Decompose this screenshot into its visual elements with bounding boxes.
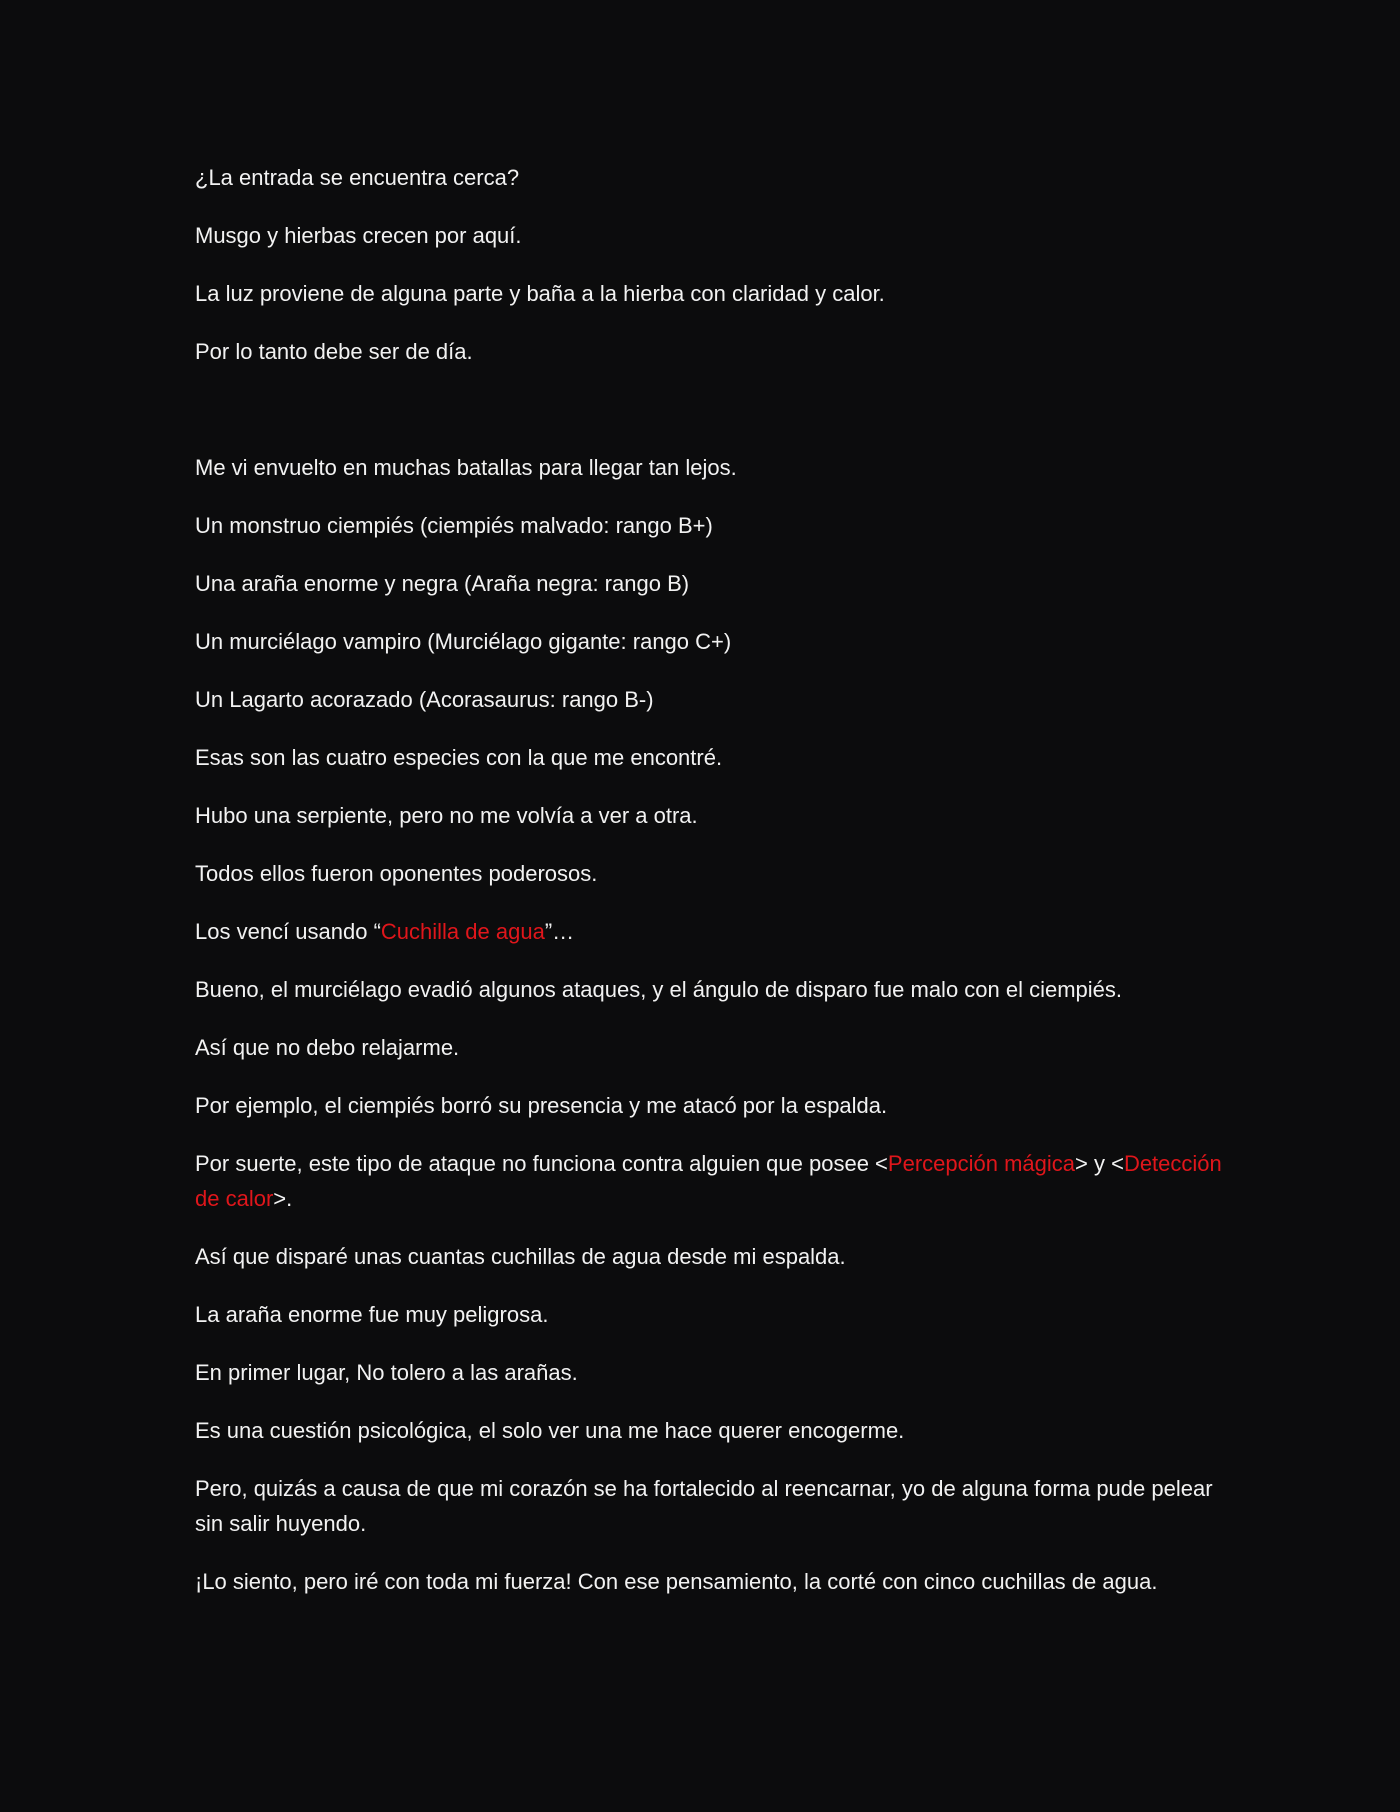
- paragraph: Musgo y hierbas crecen por aquí.: [195, 223, 522, 248]
- paragraph: La luz proviene de alguna parte y baña a la hierba con claridad y calor.: [195, 281, 885, 306]
- paragraph: En primer lugar, No tolero a las arañas.: [195, 1360, 578, 1385]
- paragraph-text: > y <: [1075, 1151, 1124, 1176]
- skill-name-highlight: Cuchilla de agua: [380, 919, 545, 944]
- paragraph: Me vi envuelto en muchas batallas para llegar tan lejos.: [195, 455, 737, 480]
- paragraph-text: >.: [273, 1186, 293, 1211]
- monster-list-item: Un Lagarto acorazado (Acorasaurus: rango B-): [195, 687, 654, 712]
- paragraph: Pero, quizás a causa de que mi corazón se ha fortalecido al reencarnar, yo de alguna forma pude pelear sin salir huyendo.: [195, 1476, 1213, 1536]
- paragraph: La araña enorme fue muy peligrosa.: [195, 1302, 549, 1327]
- paragraph: Es una cuestión psicológica, el solo ver una me hace querer encogerme.: [195, 1418, 905, 1443]
- paragraph-with-skill: [195, 914, 1225, 949]
- skill-name-highlight: Percepción mágica: [887, 1151, 1076, 1176]
- paragraph: Por ejemplo, el ciempiés borró su presencia y me atacó por la espalda.: [195, 1093, 888, 1118]
- paragraph: Hubo una serpiente, pero no me volvía a ver a otra.: [195, 803, 698, 828]
- paragraph: Así que disparé unas cuantas cuchillas de agua desde mi espalda.: [195, 1244, 846, 1269]
- paragraph-text: ”…: [544, 919, 575, 944]
- paragraph-text: Por suerte, este tipo de ataque no funciona contra alguien que posee <: [195, 1151, 888, 1176]
- paragraph: ¡Lo siento, pero iré con toda mi fuerza! Con ese pensamiento, la corté con cinco cuchillas de agua.: [195, 1569, 1158, 1594]
- paragraph: Bueno, el murciélago evadió algunos ataques, y el ángulo de disparo fue malo con el ciempiés.: [195, 977, 1123, 1002]
- document-body: [195, 160, 1225, 1622]
- paragraph: Por lo tanto debe ser de día.: [195, 339, 473, 364]
- paragraph: Esas son las cuatro especies con la que me encontré.: [195, 745, 723, 770]
- paragraph: ¿La entrada se encuentra cerca?: [195, 165, 520, 190]
- paragraph-text: Los vencí usando “: [195, 919, 381, 944]
- monster-list-item: Un murciélago vampiro (Murciélago gigante: rango C+): [195, 629, 732, 654]
- paragraph-with-skills: [195, 1146, 1225, 1216]
- skill-name-highlight: Detección de calor: [195, 1151, 1222, 1211]
- paragraph: Así que no debo relajarme.: [195, 1035, 460, 1060]
- paragraph: Todos ellos fueron oponentes poderosos.: [195, 861, 598, 886]
- monster-list-item: Una araña enorme y negra (Araña negra: rango B): [195, 571, 690, 596]
- monster-list-item: Un monstruo ciempiés (ciempiés malvado: rango B+): [195, 513, 713, 538]
